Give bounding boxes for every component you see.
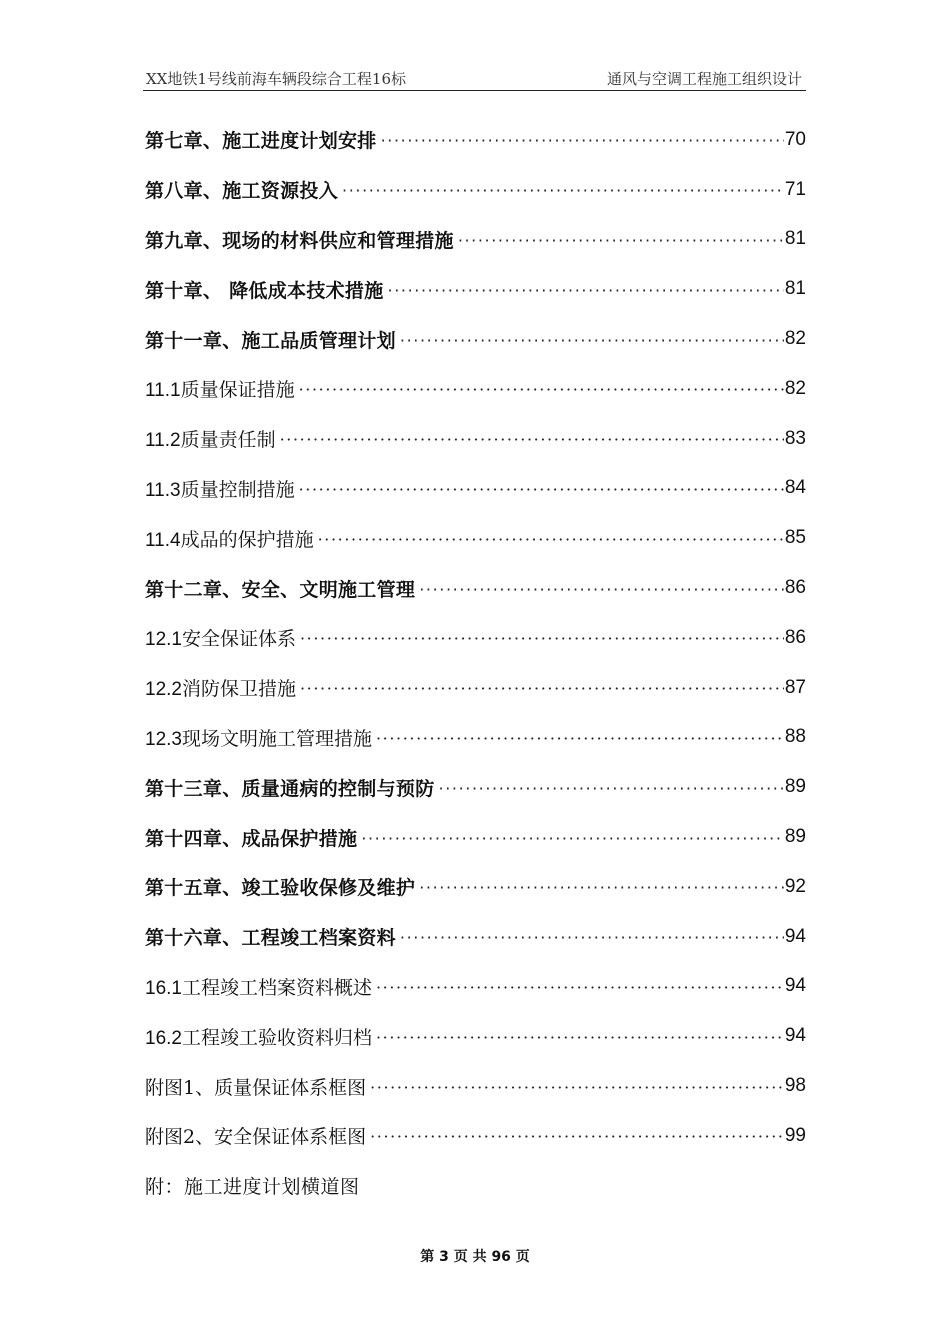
toc-entry-title (145, 126, 377, 153)
toc-entry[interactable] (145, 563, 806, 613)
toc-dot-leader (342, 181, 784, 200)
toc-entry-text: 第十五章、竣工验收保修及维护 (145, 877, 416, 900)
toc-entry-title (145, 774, 435, 801)
toc-entry-text: 附图1、质量保证体系框图 (145, 1076, 367, 1099)
toc-page-number: 82 (784, 377, 806, 399)
toc-entry-number: 12.1 (145, 629, 182, 651)
toc-entry-text: 现场文明施工管理措施 (181, 727, 372, 750)
toc-page-number: 94 (784, 1025, 806, 1047)
toc-page-number: 92 (784, 875, 806, 897)
header-document-title: 通风与空调工程施工组织设计 (606, 70, 802, 88)
toc-entry-title (145, 425, 276, 452)
toc-dot-leader (376, 1028, 784, 1047)
toc-page-number: 98 (784, 1075, 806, 1097)
toc-entry[interactable] (145, 314, 806, 364)
toc-page-number: 70 (784, 128, 806, 150)
toc-page-number: 81 (784, 278, 806, 300)
toc-entry-title (145, 176, 338, 203)
toc-entry-title (145, 475, 295, 502)
toc-entry-title (145, 824, 357, 851)
toc-page-number: 82 (784, 328, 806, 350)
toc-entry-title (145, 674, 296, 701)
toc-entry[interactable] (145, 862, 806, 912)
toc-entry-number: 11.4 (145, 529, 181, 551)
toc-entry-text: 第八章、施工资源投入 (145, 180, 339, 203)
toc-entry[interactable] (145, 364, 806, 414)
toc-page-number: 86 (784, 577, 806, 599)
toc-dot-leader (439, 779, 784, 798)
table-of-contents (145, 115, 806, 1211)
toc-entry-text: 消防保卫措施 (181, 678, 296, 701)
toc-entry-title (145, 1172, 360, 1199)
toc-entry-number: 11.2 (145, 430, 181, 452)
toc-entry-number: 11.3 (145, 479, 181, 501)
toc-entry[interactable] (145, 165, 806, 215)
toc-entry-text: 第十一章、施工品质管理计划 (145, 329, 396, 352)
toc-entry-title (145, 375, 295, 402)
toc-entry-text: 第十四章、成品保护措施 (145, 827, 358, 850)
toc-entry-text: 工程竣工档案资料概述 (181, 976, 372, 999)
toc-entry-text: 第七章、施工进度计划安排 (145, 130, 377, 153)
toc-dot-leader (458, 231, 784, 250)
toc-entry[interactable] (145, 912, 806, 962)
toc-entry[interactable] (145, 613, 806, 663)
toc-entry-title (145, 724, 372, 751)
toc-entry[interactable] (145, 762, 806, 812)
toc-page-number: 81 (784, 228, 806, 250)
toc-entry-title (145, 1073, 366, 1100)
toc-entry[interactable] (145, 1161, 806, 1211)
toc-entry-text: 安全保证体系 (181, 628, 296, 651)
toc-entry-title (145, 276, 384, 303)
toc-entry-title (145, 1122, 366, 1149)
toc-entry[interactable] (145, 663, 806, 713)
toc-entry[interactable] (145, 713, 806, 763)
toc-entry[interactable] (145, 414, 806, 464)
toc-page-number: 88 (784, 726, 806, 748)
toc-entry[interactable] (145, 464, 806, 514)
toc-entry-title (145, 1023, 372, 1050)
toc-dot-leader (300, 679, 784, 698)
toc-entry-title (145, 326, 396, 353)
toc-page-number: 71 (784, 178, 806, 200)
toc-dot-leader (370, 1127, 784, 1146)
toc-entry[interactable] (145, 115, 806, 165)
toc-page-number: 87 (784, 676, 806, 698)
toc-page-number: 94 (784, 975, 806, 997)
toc-entry-text: 第十三章、质量通病的控制与预防 (145, 777, 435, 800)
toc-entry-title (145, 226, 454, 253)
toc-page-number: 89 (784, 826, 806, 848)
toc-entry-number: 11.1 (145, 380, 181, 402)
toc-page-number: 86 (784, 626, 806, 648)
toc-dot-leader (376, 729, 784, 748)
toc-entry[interactable] (145, 1111, 806, 1161)
toc-entry[interactable] (145, 812, 806, 862)
page-header (143, 68, 806, 91)
toc-entry-number: 16.1 (145, 977, 182, 999)
toc-entry-title (145, 575, 415, 602)
toc-page-number: 84 (784, 477, 806, 499)
toc-entry-text: 附：施工进度计划横道图 (145, 1176, 360, 1199)
toc-dot-leader (299, 380, 784, 399)
toc-dot-leader (299, 480, 784, 499)
toc-dot-leader (388, 281, 784, 300)
toc-entry-text: 质量保证措施 (180, 379, 295, 402)
toc-entry[interactable] (145, 1061, 806, 1111)
toc-entry-title (145, 973, 372, 1000)
toc-entry-text: 质量控制措施 (180, 478, 295, 501)
toc-page-number: 99 (784, 1124, 806, 1146)
toc-page-number: 89 (784, 776, 806, 798)
toc-entry-title (145, 873, 415, 900)
toc-entry[interactable] (145, 962, 806, 1012)
toc-dot-leader (280, 430, 784, 449)
toc-dot-leader (300, 629, 784, 648)
toc-dot-leader (400, 928, 784, 947)
toc-entry-text: 成品的保护措施 (180, 528, 314, 551)
toc-dot-leader (376, 978, 784, 997)
toc-dot-leader (318, 530, 784, 549)
toc-entry-text: 第十二章、安全、文明施工管理 (145, 578, 416, 601)
toc-entry-text: 第九章、现场的材料供应和管理措施 (145, 229, 454, 252)
header-project-title: XX地铁1号线前海车辆段综合工程16标 (146, 70, 406, 88)
toc-entry-number: 12.2 (145, 679, 182, 701)
toc-entry-title (145, 525, 314, 552)
toc-entry-text: 第十章、 降低成本技术措施 (145, 279, 384, 302)
toc-dot-leader (419, 878, 784, 897)
toc-dot-leader (361, 829, 784, 848)
toc-entry-text: 工程竣工验收资料归档 (181, 1026, 372, 1049)
toc-entry[interactable] (145, 215, 806, 265)
toc-entry-number: 16.2 (145, 1027, 182, 1049)
toc-dot-leader (381, 131, 784, 150)
toc-dot-leader (400, 331, 784, 350)
toc-entry[interactable] (145, 264, 806, 314)
toc-entry-text: 第十六章、工程竣工档案资料 (145, 927, 396, 950)
page-footer: 第 3 页 共 96 页 (420, 1249, 530, 1265)
toc-entry-text: 附图2、安全保证体系框图 (145, 1126, 367, 1149)
toc-entry-title (145, 923, 396, 950)
toc-entry[interactable] (145, 513, 806, 563)
toc-page-number: 85 (784, 527, 806, 549)
toc-page-number: 83 (784, 427, 806, 449)
toc-dot-leader (370, 1078, 784, 1097)
toc-entry-number: 12.3 (145, 728, 182, 750)
toc-dot-leader (419, 580, 784, 599)
toc-entry[interactable] (145, 1011, 806, 1061)
toc-page-number: 94 (784, 925, 806, 947)
toc-entry-title (145, 624, 296, 651)
toc-entry-text: 质量责任制 (180, 429, 276, 452)
